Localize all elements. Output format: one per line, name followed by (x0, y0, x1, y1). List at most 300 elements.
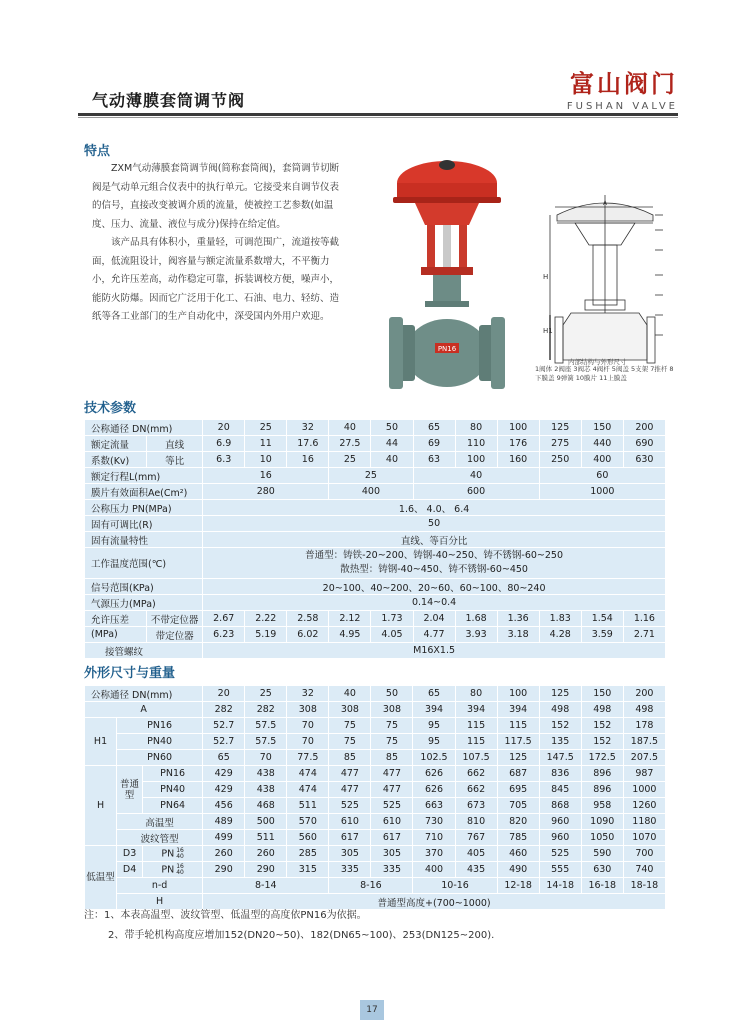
table-cell: 110 (455, 436, 497, 452)
table-row (85, 468, 666, 484)
table-cell: 80 (455, 686, 497, 702)
table-cell: 11 (245, 436, 287, 452)
row-sublabel: 波纹管型 (117, 830, 203, 846)
table-cell: 394 (455, 702, 497, 718)
table-cell: 102.5 (413, 750, 455, 766)
table-cell: 70 (287, 718, 329, 734)
table-cell: 335 (371, 862, 413, 878)
row-sublabel: 带定位器 (147, 627, 203, 643)
table-cell: 57.5 (245, 718, 287, 734)
table-cell: 70 (287, 734, 329, 750)
table-cell: 525 (539, 846, 581, 862)
table-cell: 438 (245, 766, 287, 782)
table-cell: 85 (329, 750, 371, 766)
table-cell: 525 (371, 798, 413, 814)
features-heading: 特点 (84, 144, 111, 159)
table-cell: 100 (497, 686, 539, 702)
table-cell: 474 (287, 766, 329, 782)
table-cell: 14-18 (539, 878, 581, 894)
table-cell: 511 (287, 798, 329, 814)
table-cell: 60 (539, 468, 665, 484)
row-label: H1 (85, 718, 117, 766)
table-cell: 40 (329, 686, 371, 702)
table-cell: 489 (203, 814, 245, 830)
table-cell: 767 (455, 830, 497, 846)
table-cell: 555 (539, 862, 581, 878)
table-row (85, 750, 666, 766)
table-cell: 207.5 (623, 750, 665, 766)
header-rule-thin (78, 117, 678, 118)
table-cell: 477 (371, 782, 413, 798)
temp-normal: 普通型：铸铁-20~200、铸钢-40~250、铸不锈钢-60~250 (305, 550, 563, 561)
table-cell: 429 (203, 782, 245, 798)
row-label: 公称通径 DN(mm) (85, 420, 203, 436)
brand-name-en: FUSHAN VALVE (566, 101, 678, 112)
row-sublabel: H (117, 894, 203, 910)
table-cell: 610 (371, 814, 413, 830)
table-cell: 560 (287, 830, 329, 846)
table-cell: 260 (245, 846, 287, 862)
table-cell: 147.5 (539, 750, 581, 766)
table-cell: 10 (245, 452, 287, 468)
brand-logo (528, 64, 678, 112)
pn-label: PN (161, 848, 175, 859)
table-cell: 95 (413, 718, 455, 734)
table-cell: 250 (539, 452, 581, 468)
table-cell: 32 (287, 686, 329, 702)
row-sublabel: 不带定位器 (147, 611, 203, 627)
table-cell: 2.58 (287, 611, 329, 627)
row-label: 固有可调比(R) (85, 516, 203, 532)
row-sublabel: PN64 (143, 798, 203, 814)
row-sublabel: PN16 (143, 766, 203, 782)
row-label: 低温型 (85, 846, 117, 910)
table-row (85, 452, 666, 468)
table-cell: 8-16 (329, 878, 413, 894)
table-cell: 400 (413, 862, 455, 878)
figure-caption: 1阀体 2阀座 3阀芯 4阀杆 5阀盖 5支架 7推杆 8下膜盖 9弹簧 10膜片 11上膜盖 (535, 365, 674, 382)
table-cell: 85 (371, 750, 413, 766)
table-cell: 275 (539, 436, 581, 452)
features-text (92, 160, 344, 327)
table-cell: 3.59 (581, 627, 623, 643)
table-row (85, 643, 666, 659)
row-sublabel: PN40 (117, 734, 203, 750)
dimension-h-label: H (543, 273, 549, 281)
table-cell: 75 (329, 718, 371, 734)
valve-photo (389, 160, 505, 389)
row-label: 接管螺纹 (85, 643, 203, 659)
table-cell: 700 (623, 846, 665, 862)
table-cell: 176 (497, 436, 539, 452)
table-row (85, 718, 666, 734)
table-cell: 429 (203, 766, 245, 782)
table-cell: 600 (413, 484, 539, 500)
table-cell: 200 (623, 686, 665, 702)
table-cell: 285 (287, 846, 329, 862)
table-row (85, 766, 666, 782)
row-label: 膜片有效面积Ae(Cm²) (85, 484, 203, 500)
figure-caption-title: 内部结构与外形尺寸 (568, 358, 627, 366)
table-cell: 6.3 (203, 452, 245, 468)
table-cell: 626 (413, 766, 455, 782)
pn-label: PN (161, 864, 175, 875)
table-cell: 25 (245, 686, 287, 702)
row-sublabel: D4 (117, 862, 143, 878)
pn-sup: 16 (176, 862, 184, 870)
table-cell: 80 (455, 420, 497, 436)
table-cell: 1000 (539, 484, 665, 500)
table-cell: 468 (245, 798, 287, 814)
table-cell: 308 (287, 702, 329, 718)
table-cell: 25 (329, 468, 413, 484)
dimension-a-label: A (603, 200, 608, 207)
table-cell: 438 (245, 782, 287, 798)
table-cell: 570 (287, 814, 329, 830)
row-label: 额定行程L(mm) (85, 468, 203, 484)
row-sublabel (143, 846, 203, 862)
table-cell: 6.02 (287, 627, 329, 643)
table-cell: 12-18 (497, 878, 539, 894)
table-cell: 305 (371, 846, 413, 862)
table-row (85, 862, 666, 878)
row-sublabel (143, 862, 203, 878)
table-cell: 896 (581, 782, 623, 798)
row-sublabel: 高温型 (117, 814, 203, 830)
table-cell: 394 (497, 702, 539, 718)
valve-figure (385, 155, 670, 395)
table-cell: 52.7 (203, 718, 245, 734)
table-row (85, 500, 666, 516)
table-cell: 150 (581, 420, 623, 436)
row-label: 信号范围(KPa) (85, 579, 203, 595)
table-cell: 100 (497, 420, 539, 436)
tech-params-table (84, 419, 666, 659)
table-cell: 960 (539, 830, 581, 846)
table-cell: 95 (413, 734, 455, 750)
table-cell: 630 (623, 452, 665, 468)
temp-cooling: 散热型：铸钢-40~450、铸不锈钢-60~450 (340, 564, 528, 575)
table-cell: 17.6 (287, 436, 329, 452)
table-cell: 20 (203, 420, 245, 436)
table-cell: 69 (413, 436, 455, 452)
table-cell: 16 (287, 452, 329, 468)
table-cell: 282 (245, 702, 287, 718)
note-2: 2、带手轮机构高度应增加152(DN20~50)、182(DN65~100)、253(DN125~200). (108, 930, 495, 941)
table-cell: 845 (539, 782, 581, 798)
table-cell: 16-18 (581, 878, 623, 894)
table-cell: 32 (287, 420, 329, 436)
table-cell: 705 (497, 798, 539, 814)
table-cell: 1.6、 4.0、 6.4 (203, 500, 666, 516)
table-cell: 200 (623, 420, 665, 436)
table-cell: 370 (413, 846, 455, 862)
features-paragraph-1: ZXM气动薄膜套筒调节阀(简称套筒阀)，套筒调节切断阀是气动单元组合仪表中的执行单元。它接受来自调节仪表的信号，直接改变被调介质的流量，使被控工艺参数(如温度、压力、流量、液位与成分)保持在给定值。 (92, 163, 340, 230)
table-cell: 626 (413, 782, 455, 798)
table-cell: 152 (581, 734, 623, 750)
valve-tag: PN16 (437, 345, 457, 353)
table-row (85, 579, 666, 595)
table-cell: 187.5 (623, 734, 665, 750)
table-cell: 4.28 (539, 627, 581, 643)
table-row (85, 548, 666, 579)
table-cell: 1180 (623, 814, 665, 830)
table-cell: 65 (203, 750, 245, 766)
table-cell: 115 (455, 718, 497, 734)
table-cell: 460 (497, 846, 539, 862)
row-label: A (85, 702, 203, 718)
row-label: 允许压差 (85, 611, 147, 627)
table-row (85, 484, 666, 500)
table-cell: 5.19 (245, 627, 287, 643)
table-cell: 125 (497, 750, 539, 766)
table-cell (203, 548, 666, 579)
table-row (85, 532, 666, 548)
table-cell: 6.9 (203, 436, 245, 452)
table-cell: 663 (413, 798, 455, 814)
table-cell: 1.54 (581, 611, 623, 627)
table-cell: 315 (287, 862, 329, 878)
table-cell: 107.5 (455, 750, 497, 766)
table-cell: 498 (539, 702, 581, 718)
table-cell: 405 (455, 846, 497, 862)
table-cell: 50 (371, 420, 413, 436)
table-row (85, 686, 666, 702)
table-cell: 1070 (623, 830, 665, 846)
table-cell: 1.68 (455, 611, 497, 627)
row-sublabel: 直线 (147, 436, 203, 452)
dims-heading: 外形尺寸与重量 (84, 666, 176, 681)
row-label: 公称通径 DN(mm) (85, 686, 203, 702)
tech-heading: 技术参数 (84, 401, 137, 416)
row-sublabel: n-d (117, 878, 203, 894)
table-cell: 20~100、40~200、20~60、60~100、80~240 (203, 579, 666, 595)
table-cell: 2.12 (329, 611, 371, 627)
table-cell: 477 (329, 766, 371, 782)
table-row (85, 516, 666, 532)
table-cell: 662 (455, 766, 497, 782)
table-cell: 394 (413, 702, 455, 718)
table-cell: 75 (371, 718, 413, 734)
table-row (85, 595, 666, 611)
table-cell: M16X1.5 (203, 643, 666, 659)
table-cell: 16 (203, 468, 329, 484)
table-cell: 1.73 (371, 611, 413, 627)
table-cell: 6.23 (203, 627, 245, 643)
table-cell: 290 (203, 862, 245, 878)
table-cell: 1.36 (497, 611, 539, 627)
table-cell: 44 (371, 436, 413, 452)
table-cell: 57.5 (245, 734, 287, 750)
row-label: 系数(Kv) (85, 452, 147, 468)
table-cell: 695 (497, 782, 539, 798)
table-row (85, 611, 666, 627)
table-row (85, 420, 666, 436)
table-cell: 987 (623, 766, 665, 782)
table-cell: 77.5 (287, 750, 329, 766)
table-cell: 65 (413, 686, 455, 702)
table-cell: 75 (371, 734, 413, 750)
table-cell: 400 (581, 452, 623, 468)
table-row (85, 846, 666, 862)
table-cell: 2.04 (413, 611, 455, 627)
table-cell: 617 (329, 830, 371, 846)
table-cell: 8-14 (203, 878, 329, 894)
table-cell: 490 (497, 862, 539, 878)
table-row (85, 814, 666, 830)
table-cell: 1260 (623, 798, 665, 814)
table-cell: 18-18 (623, 878, 665, 894)
row-label: (MPa) (85, 627, 147, 643)
table-cell: 直线、等百分比 (203, 532, 666, 548)
table-row (85, 702, 666, 718)
table-cell: 25 (245, 420, 287, 436)
table-cell: 4.05 (371, 627, 413, 643)
row-sublabel: PN60 (117, 750, 203, 766)
table-cell: 308 (329, 702, 371, 718)
table-cell: 290 (245, 862, 287, 878)
table-cell: 70 (245, 750, 287, 766)
table-cell: 305 (329, 846, 371, 862)
table-cell: 630 (581, 862, 623, 878)
table-row (85, 734, 666, 750)
table-cell: 308 (371, 702, 413, 718)
table-cell: 810 (455, 814, 497, 830)
table-cell: 456 (203, 798, 245, 814)
table-cell: 511 (245, 830, 287, 846)
table-row (85, 627, 666, 643)
table-cell: 50 (203, 516, 666, 532)
row-label: 额定流量 (85, 436, 147, 452)
table-cell: 2.22 (245, 611, 287, 627)
table-cell: 40 (329, 420, 371, 436)
table-cell: 75 (329, 734, 371, 750)
table-cell: 135 (539, 734, 581, 750)
table-cell: 160 (497, 452, 539, 468)
table-cell: 785 (497, 830, 539, 846)
table-cell: 282 (203, 702, 245, 718)
pn-sup: 16 (176, 846, 184, 854)
table-cell: 820 (497, 814, 539, 830)
table-cell: 65 (413, 420, 455, 436)
table-cell: 260 (203, 846, 245, 862)
table-cell: 40 (413, 468, 539, 484)
features-paragraph-2: 该产品具有体积小，重量轻，可调范围广，流道按等截面，低流阻设计，阀容量与额定流量系数增大，不平衡力小，允许压差高，动作稳定可靠，拆装调校方便，噪声小，能防火防爆。因而它广泛用于化工、石油、电力、轻纺、造纸等各工业部门的生产自动化中，深受国内外用户欢迎。 (92, 237, 340, 322)
table-cell: 498 (623, 702, 665, 718)
row-label: 公称压力 PN(MPa) (85, 500, 203, 516)
note-1: 注：1、本表高温型、波纹管型、低温型的高度依PN16为依据。 (84, 910, 367, 921)
table-cell: 673 (455, 798, 497, 814)
table-cell: 740 (623, 862, 665, 878)
page-title: 气动薄膜套筒调节阀 (92, 91, 246, 110)
table-cell: 117.5 (497, 734, 539, 750)
table-cell: 3.18 (497, 627, 539, 643)
table-cell: 125 (539, 420, 581, 436)
table-cell: 610 (329, 814, 371, 830)
table-cell: 477 (329, 782, 371, 798)
row-sublabel: PN16 (117, 718, 203, 734)
table-row (85, 782, 666, 798)
table-cell: 960 (539, 814, 581, 830)
table-cell: 435 (455, 862, 497, 878)
table-cell: 868 (539, 798, 581, 814)
dimensions-table (84, 685, 666, 910)
table-cell: 710 (413, 830, 455, 846)
row-sublabel: PN40 (143, 782, 203, 798)
table-cell: 25 (329, 452, 371, 468)
row-label: 工作温度范围(℃) (85, 548, 203, 579)
table-cell: 1.83 (539, 611, 581, 627)
dimension-h1-label: H1 (543, 327, 553, 335)
row-sublabel: 等比 (147, 452, 203, 468)
table-cell: 4.77 (413, 627, 455, 643)
table-cell: 115 (497, 718, 539, 734)
row-label: 固有流量特性 (85, 532, 203, 548)
pn-sub: 40 (176, 868, 184, 876)
row-sublabel: 普通型 (117, 766, 143, 814)
table-cell: 499 (203, 830, 245, 846)
table-cell: 617 (371, 830, 413, 846)
table-cell: 687 (497, 766, 539, 782)
table-cell: 958 (581, 798, 623, 814)
table-cell: 1090 (581, 814, 623, 830)
table-cell: 500 (245, 814, 287, 830)
section-drawing (550, 195, 663, 363)
table-cell: 590 (581, 846, 623, 862)
table-cell: 50 (371, 686, 413, 702)
table-cell: 2.67 (203, 611, 245, 627)
table-cell: 335 (329, 862, 371, 878)
page-number: 17 (360, 1000, 384, 1020)
table-cell: 498 (581, 702, 623, 718)
table-row (85, 798, 666, 814)
table-cell: 普通型高度+(700~1000) (203, 894, 666, 910)
table-cell: 474 (287, 782, 329, 798)
table-cell: 1.16 (623, 611, 665, 627)
table-row (85, 830, 666, 846)
table-cell: 125 (539, 686, 581, 702)
table-cell: 115 (455, 734, 497, 750)
table-cell: 152 (539, 718, 581, 734)
table-cell: 4.95 (329, 627, 371, 643)
table-cell: 440 (581, 436, 623, 452)
table-cell: 525 (329, 798, 371, 814)
table-cell: 1000 (623, 782, 665, 798)
table-cell: 0.14~0.4 (203, 595, 666, 611)
table-cell: 690 (623, 436, 665, 452)
header-rule (78, 113, 678, 116)
table-row (85, 436, 666, 452)
table-cell: 400 (329, 484, 413, 500)
table-cell: 100 (455, 452, 497, 468)
table-cell: 3.93 (455, 627, 497, 643)
row-label: H (85, 766, 117, 846)
table-cell: 178 (623, 718, 665, 734)
table-cell: 40 (371, 452, 413, 468)
table-cell: 27.5 (329, 436, 371, 452)
table-row (85, 878, 666, 894)
table-cell: 172.5 (581, 750, 623, 766)
table-cell: 20 (203, 686, 245, 702)
table-cell: 10-16 (413, 878, 497, 894)
brand-name-cn: 富山阀门 (570, 69, 678, 98)
table-cell: 280 (203, 484, 329, 500)
table-cell: 836 (539, 766, 581, 782)
row-sublabel: D3 (117, 846, 143, 862)
table-cell: 152 (581, 718, 623, 734)
pn-sub: 40 (176, 852, 184, 860)
table-cell: 150 (581, 686, 623, 702)
